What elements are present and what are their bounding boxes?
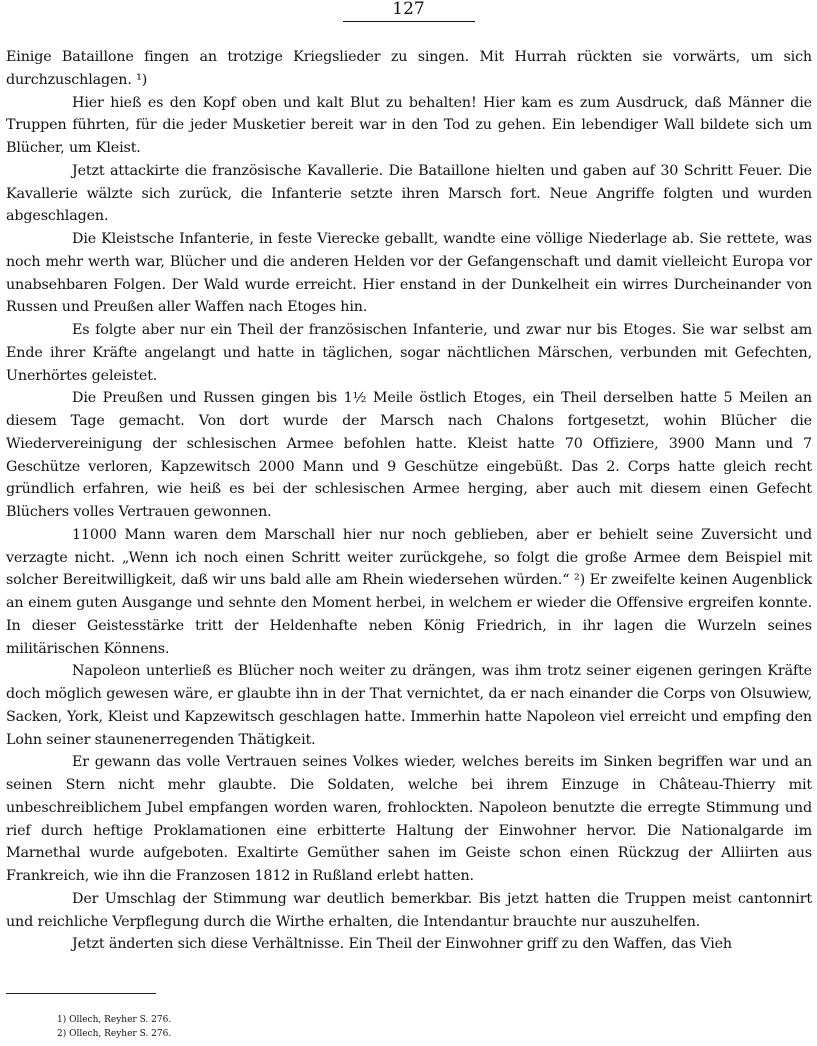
paragraph: Hier hieß es den Kopf oben und kalt Blut zu behalten! Hier kam es zum Ausdruck, daß Männer die Truppen führten, für die jeder Musketier bereit war in den Tod zu gehen. Ein lebendiger Wall bildete sich um Blücher, um Kleist. [6,94,812,156]
paragraph: Die Preußen und Russen gingen bis 1½ Meile östlich Etoges, ein Theil derselben hatte 5 Meilen an diesem Tage gemacht. Von dort wurde der Marsch nach Chalons fortgesetzt, wohin Blücher die Wiedervereinigung der schlesischen Armee befohlen hatte. Kleist hatte 70 Offiziere, 3900 Mann und 7 Geschütze verloren, Kapzewitsch 2000 Mann und 9 Geschütze eingebüßt. Das 2. Corps hatte gleich recht gründlich erfahren, wie heiß es bei der schlesischen Armee herging, aber auch mit diesem einen Gefecht Blüchers volles Vertrauen gewonnen. [6,390,812,520]
paragraph: Es folgte aber nur ein Theil der französischen Infanterie, und zwar nur bis Etoges. Sie war selbst am Ende ihrer Kräfte angelangt und hatte in täglichen, sogar nächtlichen Märschen, verbunden mit Gefechten, Unerhörtes geleistet. [6,322,812,384]
paragraph: Er gewann das volle Vertrauen seines Volkes wieder, welches bereits im Sinken begriffen war und an seinen Stern nicht mehr glaubte. Die Soldaten, welche bei ihrem Einzuge in Château-Thierry mit unbeschreiblichem Jubel empfangen worden waren, frohlockten. Napoleon benutzte die erregte Stimmung und rief durch heftige Proklamationen eine erbitterte Haltung der Einwohner hervor. Die Nationalgarde im Marnethal wurde aufgeboten. Exaltirte Gemüther sahen im Geiste schon einen Rückzug der Alliirten aus Frankreich, wie ihn die Franzosen 1812 in Rußland erlebt hatten. [6,754,812,884]
footnotes [57,1013,171,1041]
page-number: 127 [392,0,425,19]
paragraph: Die Kleistsche Infanterie, in feste Vierecke geballt, wandte eine völlige Niederlage ab. Sie rettete, was noch mehr werth war, Blücher und die anderen Helden vor der Gefangenschaft und damit vielleicht Europa vor unabsehbaren Folgen. Der Wald wurde erreicht. Hier enstand in der Dunkelheit ein wirres Durcheinander von Russen und Preußen aller Waffen nach Etoges hin. [6,231,812,316]
footnote: 2) Ollech, Reyher S. 276. [57,1029,172,1039]
paragraph: Jetzt attackirte die französische Kavallerie. Die Bataillone hielten und gaben auf 30 Schritt Feuer. Die Kavallerie wälzte sich zurück, die Infanterie setzte ihren Marsch fort. Neue Angriffe folgten und wurden abgeschlagen. [6,162,812,225]
body-text [6,46,812,956]
header-rule [343,21,475,22]
paragraph: Der Umschlag der Stimmung war deutlich bemerkbar. Bis jetzt hatten die Truppen meist cantonnirt und reichliche Verpflegung durch die Wirthe erhalten, die Intendantur brauchte nur auszuhelfen. [6,890,812,930]
paragraph: 11000 Mann waren dem Marschall hier nur noch geblieben, aber er behielt seine Zuversicht und verzagte nicht. „Wenn ich noch einen Schritt weiter zurückgehe, so folgt die große Armee dem Beispiel mit solcher Bereitwilligkeit, daß wir uns bald alle am Rhein wiedersehen würden.“ ²) Er zweifelte keinen Augenblick an einem guten Ausgange und sehnte den Moment herbei, in welchem er wieder die Offensive ergreifen konnte. In dieser Geistesstärke tritt der Heldenhafte neben König Friedrich, in ihr lagen die Wurzeln seines militärischen Könnens. [6,526,812,657]
footnote-rule [6,993,156,994]
footnote: 1) Ollech, Reyher S. 276. [57,1015,172,1025]
paragraph: Napoleon unterließ es Blücher noch weiter zu drängen, was ihm trotz seiner eigenen geringen Kräfte doch möglich gewesen wäre, er glaubte ihn in der That vernichtet, da er nach einander die Corps von Olsuwiew, Sacken, York, Kleist und Kapzewitsch geschlagen hatte. Immerhin hatte Napoleon viel erreicht und empfing den Lohn seiner staunenerregenden Thätigkeit. [6,663,812,748]
paragraph: Jetzt änderten sich diese Verhältnisse. Ein Theil der Einwohner griff zu den Waffen, das Vieh [72,936,732,953]
paragraph: Einige Bataillone fingen an trotzige Kriegslieder zu singen. Mit Hurrah rückten sie vorwärts, um sich durchzuschlagen. ¹) [6,49,812,88]
